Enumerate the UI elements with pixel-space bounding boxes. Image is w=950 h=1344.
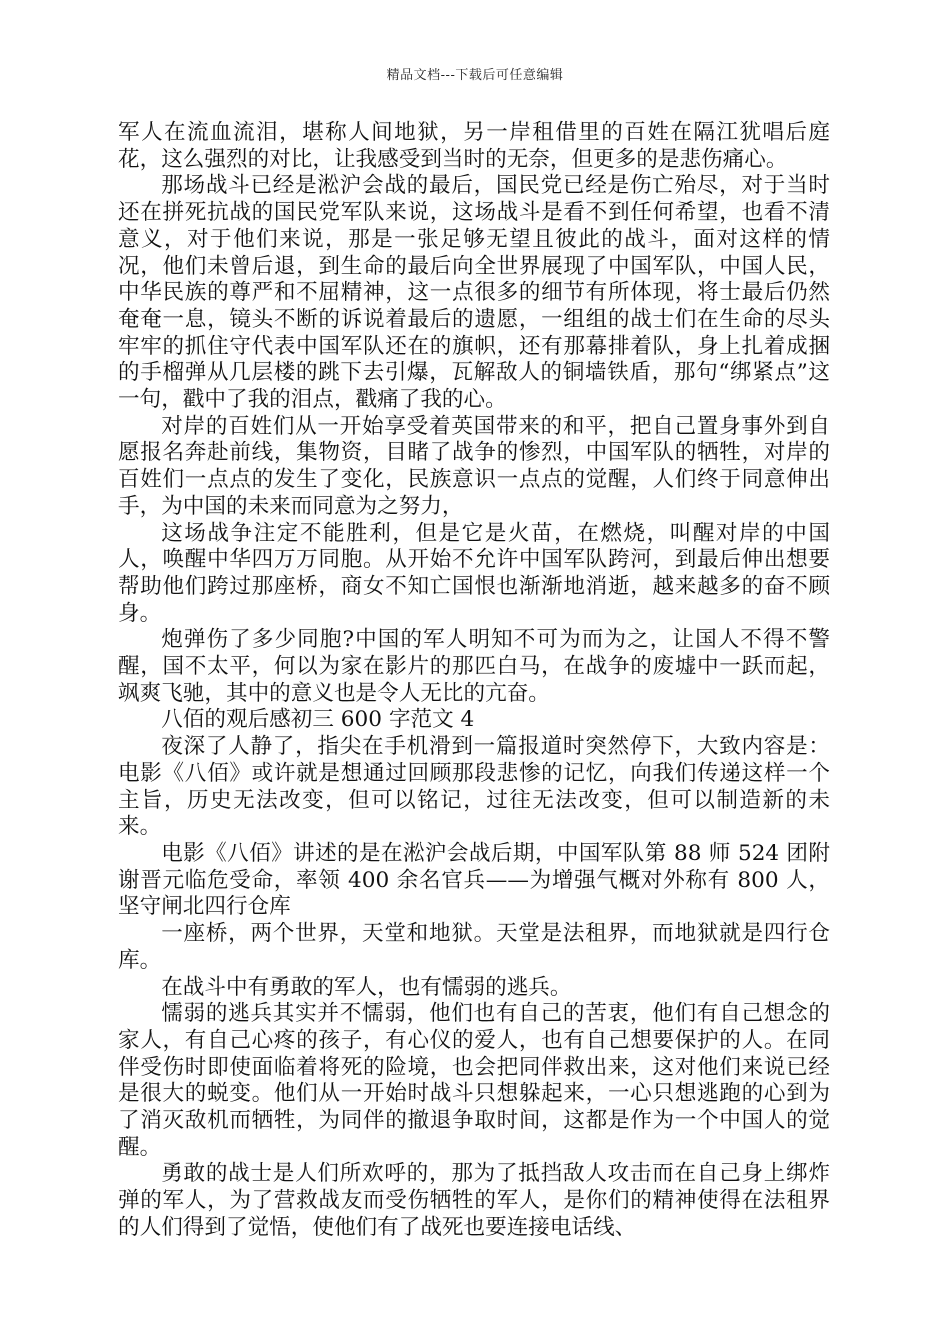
paragraph: 那场战斗已经是淞沪会战的最后，国民党已经是伤亡殆尽，对于当时还在拼死抗战的国民党军队来说，这场战斗是看不到任何希望，也看不清意义，对于他们来说，那是一张足够无望且彼此的战斗，面对这样的情况，他们未曾后退，到生命的最后向全世界展现了中国军队，中国人民，中华民族的尊严和不屈精神，这一点很多的细节有所体现，将士最后仍然奄奄一息，镜头不断的诉说着最后的遗愿，一组组的战士们在生命的尽头牢牢的抓住守代表中国军队还在的旗帜，还有那幕排着队，身上扎着成捆的手榴弹从几层楼的跳下去引爆，瓦解敌人的铜墙铁盾，那句“绑紧点”这一句，戳中了我的泪点，戳痛了我的心。 [118, 173, 830, 413]
paragraph: 军人在流血流泪，堪称人间地狱，另一岸租借里的百姓在隔江犹唱后庭花，这么强烈的对比，让我感受到当时的无奈，但更多的是悲伤痛心。 [118, 120, 830, 172]
document-body [118, 120, 830, 1242]
paragraph: 一座桥，两个世界，天堂和地狱。天堂是法租界，而地狱就是四行仓库。 [118, 921, 830, 973]
paragraph: 在战斗中有勇敢的军人，也有懦弱的逃兵。 [161, 974, 572, 1000]
paragraph: 对岸的百姓们从一开始享受着英国带来的和平，把自己置身事外到自愿报名奔赴前线，集物资，目睹了战争的惨烈，中国军队的牺牲，对岸的百姓们一点点的发生了变化，民族意识一点点的觉醒，人们终于同意伸出手，为中国的未来而同意为之努力， [118, 413, 830, 519]
paragraph: 懦弱的逃兵其实并不懦弱，他们也有自己的苦衷，他们有自己想念的家人，有自己心疼的孩子，有心仪的爱人，也有自己想要保护的人。在同伴受伤时即使面临着将死的险境，也会把同伴救出来，这对他们来说已经是很大的蜕变。他们从一开始时战斗只想躲起来，一心只想逃跑的心到为了消灭敌机而牺牲，为同伴的撤退争取时间，这都是作为一个中国人的觉醒。 [118, 1001, 830, 1160]
page-header: 精品文档---下载后可任意编辑 [386, 68, 564, 83]
paragraph: 炮弹伤了多少同胞?中国的军人明知不可为而为之，让国人不得不警醒，国不太平，何以为家在影片的那匹白马，在战争的废墟中一跃而起，飒爽飞驰，其中的意义也是令人无比的亢奋。 [118, 627, 830, 706]
paragraph: 电影《八佰》讲述的是在淞沪会战后期，中国军队第 88 师 524 团附谢晋元临危受命，率领 400 余名官兵——为增强气概对外称有 800 人，坚守闸北四行仓库 [118, 840, 830, 920]
section-heading: 八佰的观后感初三 600 字范文 4 [161, 707, 475, 733]
paragraph: 勇敢的战士是人们所欢呼的，那为了抵挡敌人攻击而在自己身上绑炸弹的军人，为了营救战友而受伤牺牲的军人，是你们的精神使得在法租界的人们得到了觉悟，使他们有了战死也要连接电话线、 [118, 1161, 830, 1240]
paragraph: 这场战争注定不能胜利，但是它是火苗，在燃烧，叫醒对岸的中国人，唤醒中华四万万同胞。从开始不允许中国军队跨河，到最后伸出想要帮助他们跨过那座桥，商女不知亡国恨也渐渐地消逝，越来越多的奋不顾身。 [118, 520, 830, 626]
paragraph: 夜深了人静了，指尖在手机滑到一篇报道时突然停下，大致内容是：电影《八佰》或许就是想通过回顾那段悲惨的记忆，向我们传递这样一个主旨，历史无法改变，但可以铭记，过往无法改变，但可以制造新的未来。 [118, 734, 830, 840]
